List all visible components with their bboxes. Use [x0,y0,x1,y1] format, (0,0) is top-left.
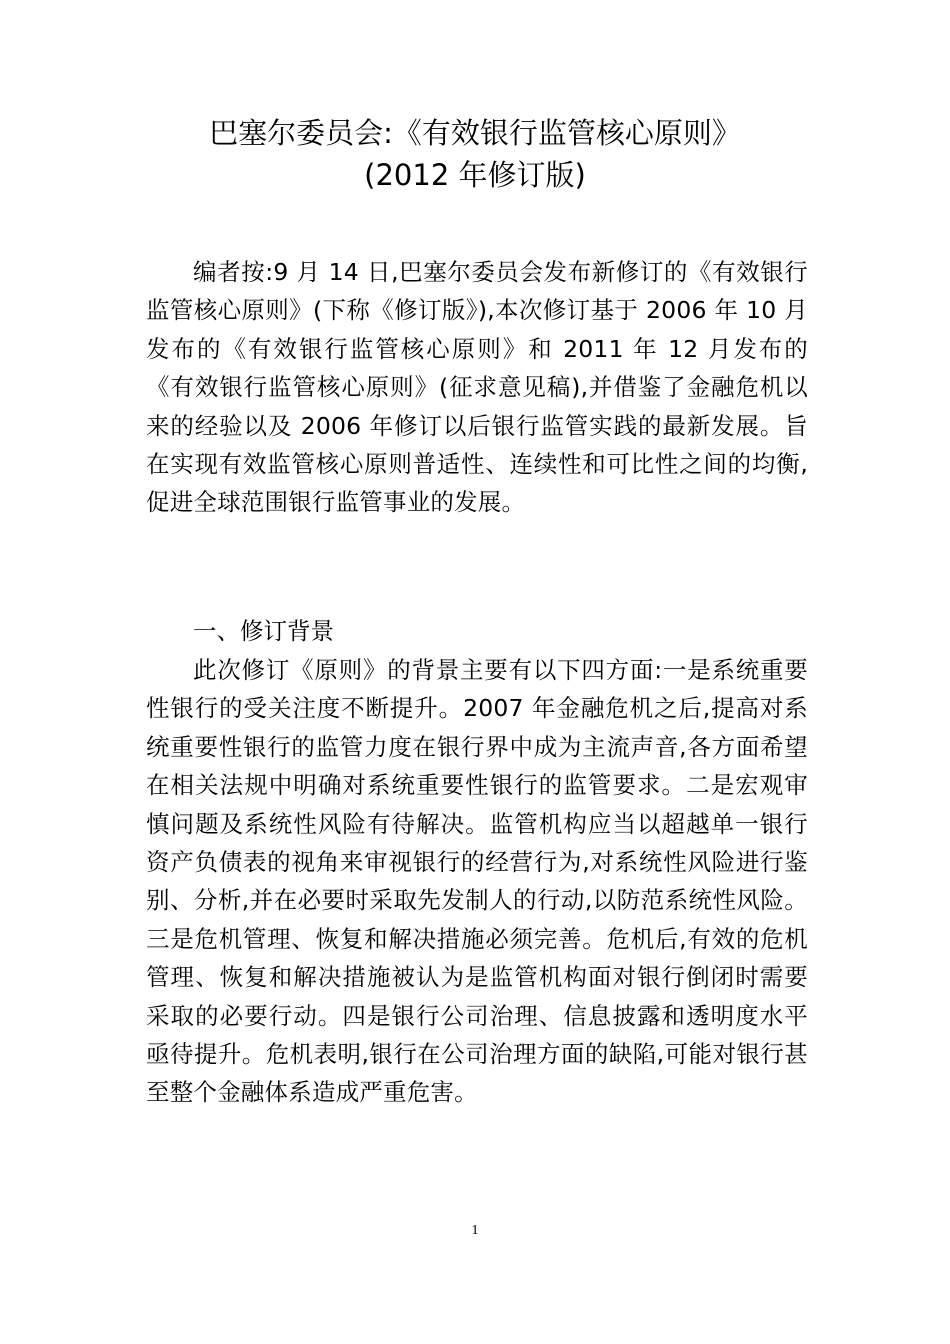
section-body-paragraph: 此次修订《原则》的背景主要有以下四方面:一是系统重要性银行的受关注度不断提升。2007 年金融危机之后,提高对系统重要性银行的监管力度在银行界中成为主流声音,各方面希望在相关法规中明确对系统重要性银行的监管要求。二是宏观审慎问题及系统性风险有待解决。监管机构应当以超越单一银行资产负债表的视角来审视银行的经营行为,对系统性风险进行鉴别、分析,并在必要时采取先发制人的行动,以防范系统性风险。三是危机管理、恢复和解决措施必须完善。危机后,有效的危机管理、恢复和解决措施被认为是监管机构面对银行倒闭时需要采取的必要行动。四是银行公司治理、信息披露和透明度水平亟待提升。危机表明,银行在公司治理方面的缺陷,可能对银行甚至整个金融体系造成严重危害。 [146,656,808,1107]
document-subtitle: (2012 年修订版) [364,158,586,192]
page-number: 1 [471,1223,479,1238]
editor-note-paragraph: 编者按:9 月 14 日,巴塞尔委员会发布新修订的《有效银行监管核心原则》(下称《修订版》),本次修订基于 2006 年 10 月发布的《有效银行监管核心原则》和 2011 年 12 月发布的《有效银行监管核心原则》(征求意见稿),并借鉴了金融危机以来的经验以及 2006 年修订以后银行监管实践的最新发展。旨在实现有效监管核心原则普适性、连续性和可比性之间的均衡,促进全球范围银行监管事业的发展。 [146,258,808,517]
section-heading: 一、修订背景 [193,617,334,645]
document-title: 巴塞尔委员会:《有效银行监管核心原则》 [209,116,741,150]
